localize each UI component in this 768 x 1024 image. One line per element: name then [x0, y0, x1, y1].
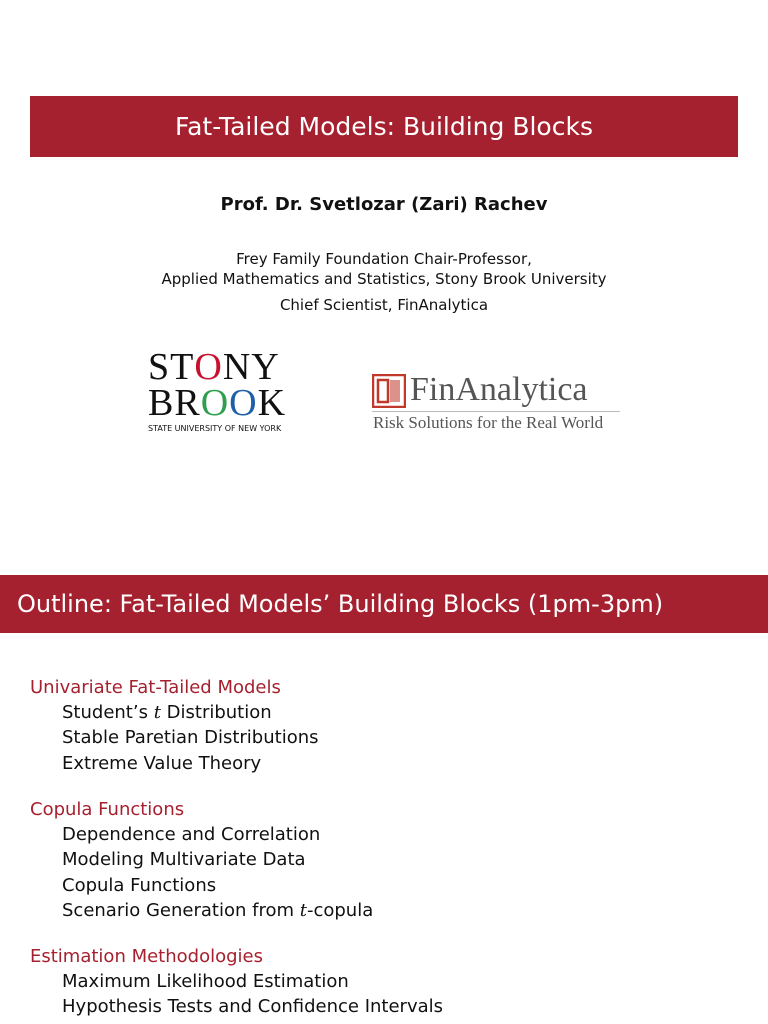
brook-o-blue-icon: O — [229, 382, 258, 424]
finanalytica-mark-icon — [372, 374, 406, 408]
outline-item: Extreme Value Theory — [62, 753, 262, 774]
finanalytica-divider — [372, 411, 620, 412]
outline-title: Outline: Fat-Tailed Models’ Building Blocks (1pm-3pm) — [0, 575, 768, 633]
stony-brook-logo-line2: BROOK — [148, 382, 287, 424]
section-heading-copula: Copula Functions — [30, 799, 185, 820]
outline-item: Modeling Multivariate Data — [62, 849, 306, 870]
stony-brook-logo-line1: STONY — [148, 346, 280, 388]
slide-title — [30, 96, 738, 157]
affiliation-line-1: Frey Family Foundation Chair-Professor, — [236, 250, 532, 268]
outline-item: Dependence and Correlation — [62, 824, 321, 845]
finanalytica-logo — [372, 370, 632, 434]
finanalytica-name: FinAnalytica — [410, 371, 588, 408]
slide-title-text: Fat-Tailed Models: Building Blocks — [175, 112, 593, 141]
section-heading-estimation: Estimation Methodologies — [30, 946, 263, 967]
stony-o-icon: O — [194, 346, 223, 388]
stony-brook-subtitle: STATE UNIVERSITY OF NEW YORK — [148, 424, 282, 433]
outline-item: Stable Paretian Distributions — [62, 727, 319, 748]
brook-o-green-icon: O — [200, 382, 230, 424]
outline-item: Student’s t Distribution — [62, 702, 272, 723]
outline-item: Hypothesis Tests and Confidence Intervals — [62, 996, 444, 1017]
affiliation-line-2: Applied Mathematics and Statistics, Stony Brook University — [161, 270, 607, 288]
outline-item: Copula Functions — [62, 875, 217, 896]
affiliation-line-3: Chief Scientist, FinAnalytica — [279, 296, 489, 314]
outline-item: Scenario Generation from t-copula — [62, 900, 374, 921]
finanalytica-tagline: Risk Solutions for the Real World — [373, 413, 604, 432]
author-name: Prof. Dr. Svetlozar (Zari) Rachev — [220, 194, 548, 215]
outline-item: Maximum Likelihood Estimation — [62, 971, 349, 992]
stony-brook-logo — [148, 346, 293, 436]
section-heading-univariate: Univariate Fat-Tailed Models — [30, 677, 281, 698]
